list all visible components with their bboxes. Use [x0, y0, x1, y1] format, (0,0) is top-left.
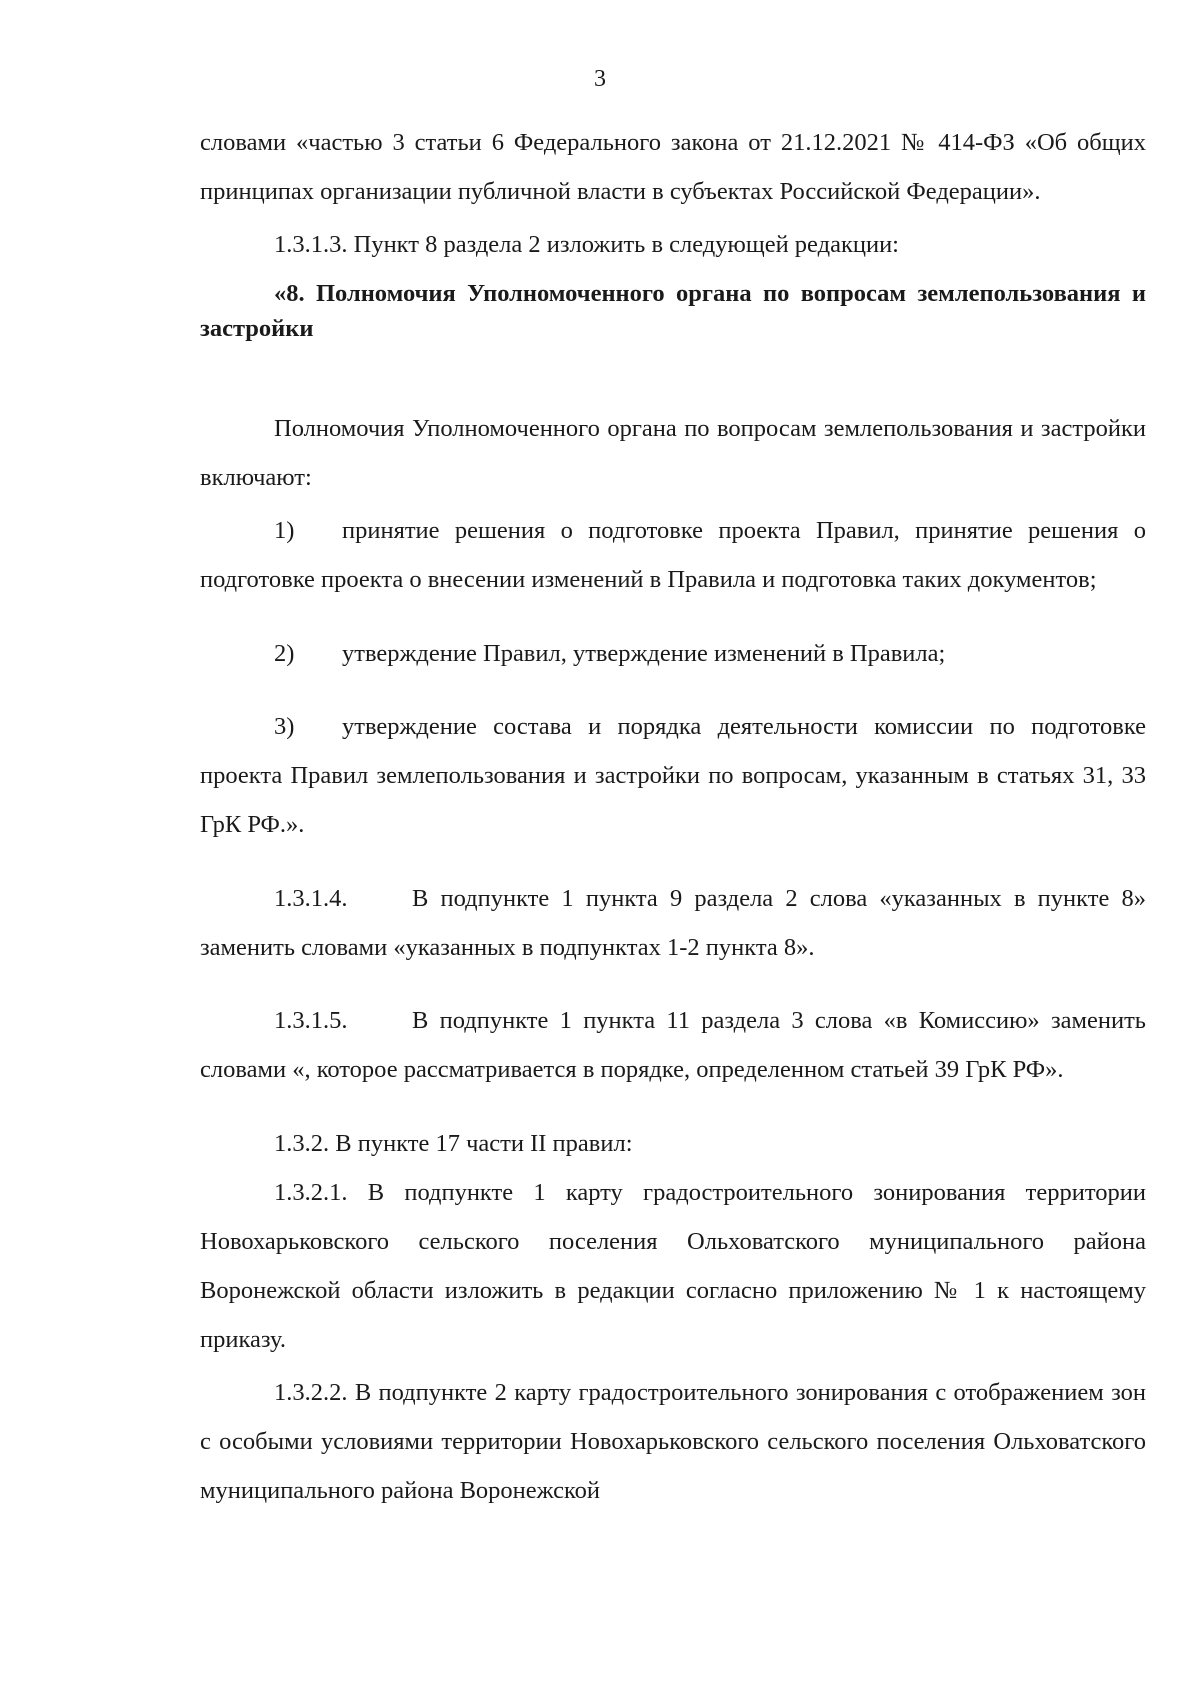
- list-item-3: [200, 702, 1146, 849]
- document-body: [200, 118, 1146, 1515]
- paragraph-1313: 1.3.1.3. Пункт 8 раздела 2 изложить в следующей редакции:: [274, 231, 899, 258]
- intro-paragraph: словами «частью 3 статьи 6 Федерального закона от 21.12.2021 № 414-ФЗ «Об общих принципах организации публичной власти в субъектах Российской Федерации».: [200, 129, 1146, 205]
- list-item-1-number: 1): [274, 517, 295, 544]
- paragraph-132: 1.3.2. В пункте 17 части II правил:: [274, 1129, 633, 1157]
- list-item-2: [200, 629, 1146, 678]
- list-item-3-number: 3): [274, 713, 295, 740]
- powers-intro-paragraph: Полномочия Уполномоченного органа по вопросам землепользования и застройки включают:: [200, 415, 1146, 491]
- paragraph-1322: 1.3.2.2. В подпункте 2 карту градостроительного зонирования с отображением зон с особыми условиями территории Новохарьковского сельского поселения Ольховатского муниципального района Воронежской: [200, 1378, 1146, 1504]
- list-item-3-text: утверждение состава и порядка деятельности комиссии по подготовке проекта Правил землепользования и застройки по вопросам, указанным в статьях 31, 33 ГрК РФ.».: [200, 713, 1146, 838]
- list-item-2-text: утверждение Правил, утверждение изменений в Правила;: [342, 639, 946, 667]
- section-heading: «8. Полномочия Уполномоченного органа по вопросам землепользования и застройки: [200, 280, 1146, 342]
- paragraph-1315-text: В подпункте 1 пункта 11 раздела 3 слова «в Комиссию» заменить словами «, которое рассматривается в порядке, определенном статьей 39 ГрК РФ».: [200, 1007, 1146, 1083]
- list-item-2-number: 2): [274, 639, 295, 667]
- list-item-1: [200, 506, 1146, 604]
- list-item-1-text: принятие решения о подготовке проекта Правил, принятие решения о подготовке проекта о внесении изменений в Правила и подготовка таких документов;: [200, 517, 1146, 593]
- paragraph-1315: [200, 996, 1146, 1094]
- paragraph-1314-number: 1.3.1.4.: [274, 884, 348, 912]
- paragraph-1321: 1.3.2.1. В подпункте 1 карту градостроительного зонирования территории Новохарьковского сельского поселения Ольховатского муниципального района Воронежской области изложить в редакции согласно приложению № 1 к настоящему приказу.: [200, 1178, 1146, 1353]
- page-number: 3: [594, 66, 606, 92]
- paragraph-1314: [200, 874, 1146, 972]
- paragraph-1315-number: 1.3.1.5.: [274, 1007, 348, 1034]
- paragraph-1314-text: В подпункте 1 пункта 9 раздела 2 слова «указанных в пункте 8» заменить словами «указанных в подпунктах 1-2 пункта 8».: [200, 884, 1146, 961]
